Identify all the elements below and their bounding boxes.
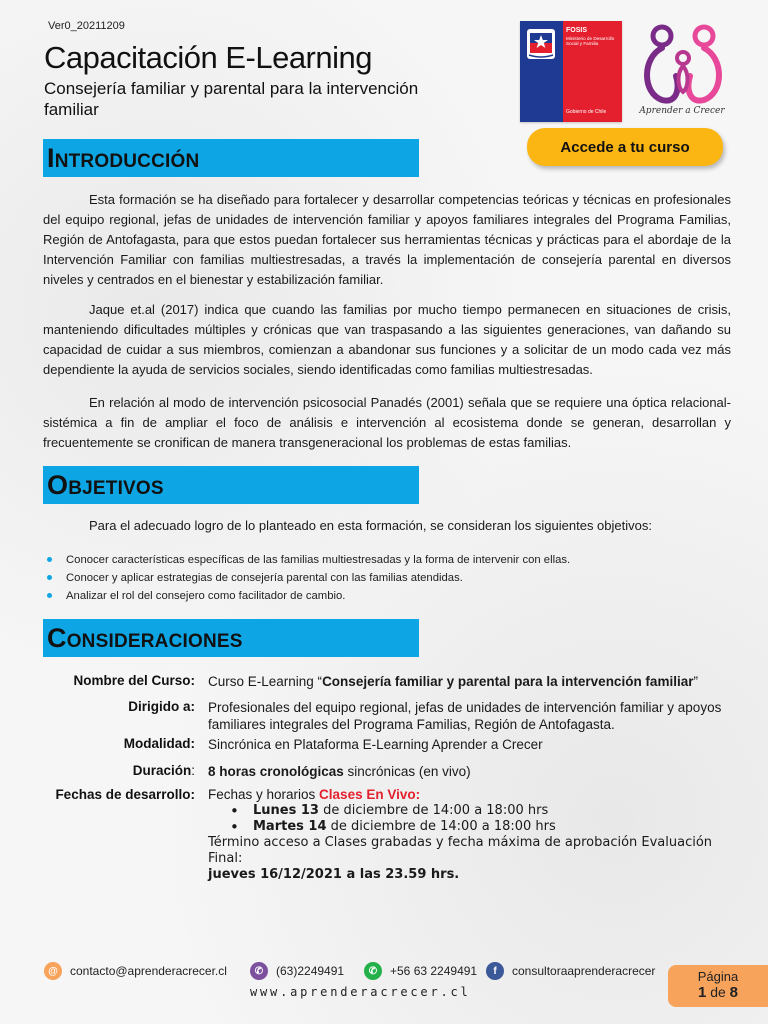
chile-crest-icon <box>527 29 555 59</box>
section-heading-consideraciones: Consideraciones <box>43 619 419 657</box>
duration-label: Duración: <box>132 763 195 778</box>
target-audience-label: Dirigido a: <box>128 699 195 714</box>
facebook-icon: f <box>486 962 504 980</box>
fosis-ministry: Ministerio de Desarrollo Social y Familia <box>566 36 615 47</box>
whatsapp-icon: ✆ <box>364 962 382 980</box>
brand-logo-text: Aprender a Crecer <box>639 106 725 116</box>
course-name-value: Curso E-Learning “Consejería familiar y parental para la intervención familiar” <box>208 674 698 689</box>
section-heading-objetivos: Objetivos <box>43 466 419 504</box>
objectives-list <box>43 551 733 605</box>
footer-website-link[interactable]: www.aprenderacrecer.cl <box>250 985 471 999</box>
footer-phone[interactable]: ✆ (63)2249491 <box>250 962 344 980</box>
deadline-note: Término acceso a Clases grabadas y fecha máxima de aprobación Evaluación Final: <box>208 835 713 866</box>
footer-contacts <box>44 962 684 984</box>
dates-label: Fechas de desarrollo: <box>55 787 195 802</box>
access-course-button[interactable]: Accede a tu curso <box>527 128 723 166</box>
page-subtitle: Consejería familiar y parental para la intervención familiar <box>44 79 419 119</box>
page-title: Capacitación E-Learning <box>44 40 372 75</box>
family-figures-icon <box>632 18 732 108</box>
modality-value: Sincrónica en Plataforma E-Learning Aprender a Crecer <box>208 737 543 752</box>
footer-facebook[interactable]: f consultoraaprenderacrecer <box>486 962 655 980</box>
list-item: • Lunes 13 de diciembre de 14:00 a 18:00 hrs <box>208 803 738 819</box>
intro-paragraph: Esta formación se ha diseñado para fortalecer y desarrollar competencias teóricas y técnicas en profesionales del equipo regional, jefas de unidades de intervención familiar y apoyos familiares integrales del Programa Familias, Región de Antofagasta, para que estos puedan fortalecer sus herramientas técnicas y prácticas para el abordaje de la Intervención Familiar con familias multiestresadas, a través la implementación de consejería parental en diversos niveles y centrados en el bienestar y estabilización familiar. <box>43 192 731 287</box>
modality-label: Modalidad: <box>123 736 195 751</box>
page-indicator: Página 1 de 8 <box>668 965 768 1007</box>
fosis-logo <box>520 21 622 122</box>
section-heading-introduccion: Introducción <box>43 139 419 177</box>
target-audience-value: Profesionales del equipo regional, jefas de unidades de intervención familiar y apoyos familiares integrales del Programa Familias, Región de Antofagasta. <box>208 700 722 732</box>
course-name-label: Nombre del Curso: <box>73 673 195 688</box>
aprender-a-crecer-logo <box>632 18 732 126</box>
fosis-name: FOSIS <box>566 27 588 34</box>
version-label: Ver0_20211209 <box>48 20 125 32</box>
objectives-intro: Para el adecuado logro de lo planteado en esta formación, se consideran los siguientes objetivos: <box>89 518 652 533</box>
list-item: Analizar el rol del consejero como facilitador de cambio. <box>43 587 733 605</box>
deadline-date: jueves 16/12/2021 a las 23.59 hrs. <box>208 867 460 882</box>
footer-whatsapp[interactable]: ✆ +56 63 2249491 <box>364 962 477 980</box>
list-item: • Martes 14 de diciembre de 14:00 a 18:00 hrs <box>208 819 738 835</box>
fosis-government: Gobierno de Chile <box>566 109 607 115</box>
intro-paragraph: Jaque et.al (2017) indica que cuando las familias por mucho tiempo permanecen en situaciones de crisis, manteniendo dificultades múltiples y crónicas que van traspasando a las siguientes generaciones, van dañando su capacidad de cuidar a sus miembros, comienzan a abandonar sus funciones y a solicitar de un modo cada vez más dependiente la ayuda de servicios sociales, siendo identificadas como familias multiestresadas. <box>43 302 731 377</box>
list-item: Conocer características específicas de las familias multiestresadas y la forma de intervenir con ellas. <box>43 551 733 569</box>
intro-paragraph: En relación al modo de intervención psicosocial Panadés (2001) señala que se requiere una óptica relacional-sistémica a fin de ampliar el foco de análisis e intervención al ecosistema donde se generan, desarrollan y frecuentemente se cronifican de manera transgeneracional los problemas de estas familias. <box>43 395 731 450</box>
list-item: Conocer y aplicar estrategias de consejería parental con las familias atendidas. <box>43 569 733 587</box>
duration-value: 8 horas cronológicas sincrónicas (en vivo) <box>208 764 471 779</box>
email-icon: @ <box>44 962 62 980</box>
dates-value: Fechas y horarios Clases En Vivo: • Lunes 13 de diciembre de 14:00 a 18:00 hrs • Martes 14 de diciembre de 14:00 a 18:00 hrs Término acceso a Clases grabadas y fecha máxima de aprobación Evaluación Final: jueves 16/12/2021 a las 23.59 hrs. <box>208 787 738 883</box>
footer-email[interactable]: @ contacto@aprenderacrecer.cl <box>44 962 227 980</box>
viber-phone-icon: ✆ <box>250 962 268 980</box>
